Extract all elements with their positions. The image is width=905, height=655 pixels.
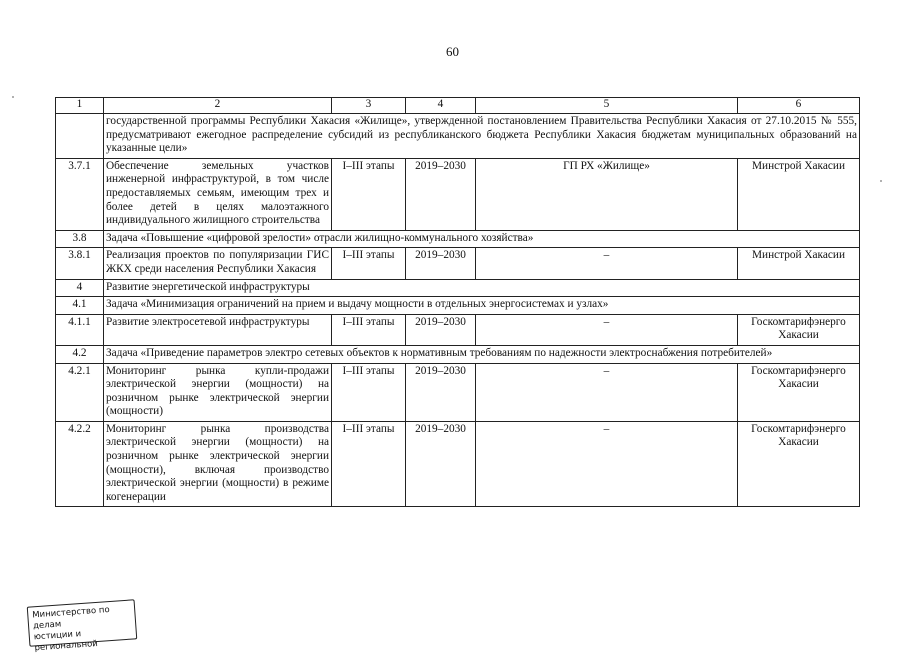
program-cell: – xyxy=(476,314,738,345)
table-row xyxy=(56,345,860,363)
task-title: Задача «Повышение «цифровой зрелости» отрасли жилищно-коммунального хозяйства» xyxy=(104,230,860,248)
table-row xyxy=(56,297,860,315)
task-title: Задача «Приведение параметров электро сетевых объектов к нормативным требованиям по надежности электроснабжения потребителей» xyxy=(104,345,860,363)
column-header: 5 xyxy=(476,98,738,114)
row-number: 4.1.1 xyxy=(56,314,104,345)
row-number: 3.7.1 xyxy=(56,158,104,230)
stage-cell: I–III этапы xyxy=(332,421,406,507)
measure-name: Мониторинг рынка производства электрической энергии (мощности) на розничном рынке электрической энергии (мощности), включая производство электрической энергии (мощности) в режиме когенерации xyxy=(104,421,332,507)
years-cell: 2019–2030 xyxy=(406,158,476,230)
program-cell: – xyxy=(476,363,738,421)
stamp-line: юстиции и региональной xyxy=(33,629,99,654)
column-header: 3 xyxy=(332,98,406,114)
measure-name: Обеспечение земельных участков инженерной инфраструктурой, в том числе предоставляемых семьям, имеющим трех и более детей в целях малоэтажного индивидуального жилищного строительства xyxy=(104,158,332,230)
row-number: 4 xyxy=(56,279,104,297)
scan-speck xyxy=(880,180,882,182)
row-number: 4.2.2 xyxy=(56,421,104,507)
row-number: 3.8.1 xyxy=(56,248,104,279)
program-cell: – xyxy=(476,421,738,507)
scan-speck xyxy=(12,96,14,98)
row-number: 3.8 xyxy=(56,230,104,248)
executor-cell: Госкомтарифэнерго Хакасии xyxy=(738,363,860,421)
table-row xyxy=(56,158,860,230)
column-header: 6 xyxy=(738,98,860,114)
stage-cell: I–III этапы xyxy=(332,363,406,421)
stamp-line: Министерство по делам xyxy=(32,605,110,632)
stage-cell: I–III этапы xyxy=(332,248,406,279)
column-header: 2 xyxy=(104,98,332,114)
stage-cell: I–III этапы xyxy=(332,158,406,230)
table-row xyxy=(56,279,860,297)
table-row xyxy=(56,114,860,159)
measure-name: Мониторинг рынка купли-продажи электрической энергии (мощности) на розничном рынке электрической энергии (мощности) xyxy=(104,363,332,421)
executor-cell: Минстрой Хакасии xyxy=(738,248,860,279)
years-cell: 2019–2030 xyxy=(406,314,476,345)
column-header: 1 xyxy=(56,98,104,114)
row-number: 4.2.1 xyxy=(56,363,104,421)
table-row xyxy=(56,421,860,507)
section-title: Развитие энергетической инфраструктуры xyxy=(104,279,860,297)
table-row xyxy=(56,248,860,279)
table-header-row xyxy=(56,98,860,114)
executor-cell: Минстрой Хакасии xyxy=(738,158,860,230)
task-title: Задача «Минимизация ограничений на прием и выдачу мощности в отдельных энергосистемах и узлах» xyxy=(104,297,860,315)
years-cell: 2019–2030 xyxy=(406,421,476,507)
stage-cell: I–III этапы xyxy=(332,314,406,345)
page-number: 60 xyxy=(446,44,459,59)
table-row xyxy=(56,314,860,345)
column-header: 4 xyxy=(406,98,476,114)
table-row xyxy=(56,363,860,421)
table-row xyxy=(56,230,860,248)
row-number: 4.1 xyxy=(56,297,104,315)
row-number xyxy=(56,114,104,159)
measure-name: Реализация проектов по популяризации ГИС ЖКХ среди населения Республики Хакасия xyxy=(104,248,332,279)
program-cell: – xyxy=(476,248,738,279)
continuation-text: государственной программы Республики Хакасия «Жилище», утвержденной постановлением Правительства Республики Хакасия от 27.10.2015 № 555, предусматривают ежегодное распределение субсидий из республиканского бюджета Республики Хакасия бюджетам муниципальных образований на указанные цели» xyxy=(104,114,860,159)
program-cell: ГП РХ «Жилище» xyxy=(476,158,738,230)
measure-name: Развитие электросетевой инфраструктуры xyxy=(104,314,332,345)
document-table xyxy=(55,97,860,507)
years-cell: 2019–2030 xyxy=(406,363,476,421)
executor-cell: Госкомтарифэнерго Хакасии xyxy=(738,421,860,507)
row-number: 4.2 xyxy=(56,345,104,363)
executor-cell: Госкомтарифэнерго Хакасии xyxy=(738,314,860,345)
years-cell: 2019–2030 xyxy=(406,248,476,279)
